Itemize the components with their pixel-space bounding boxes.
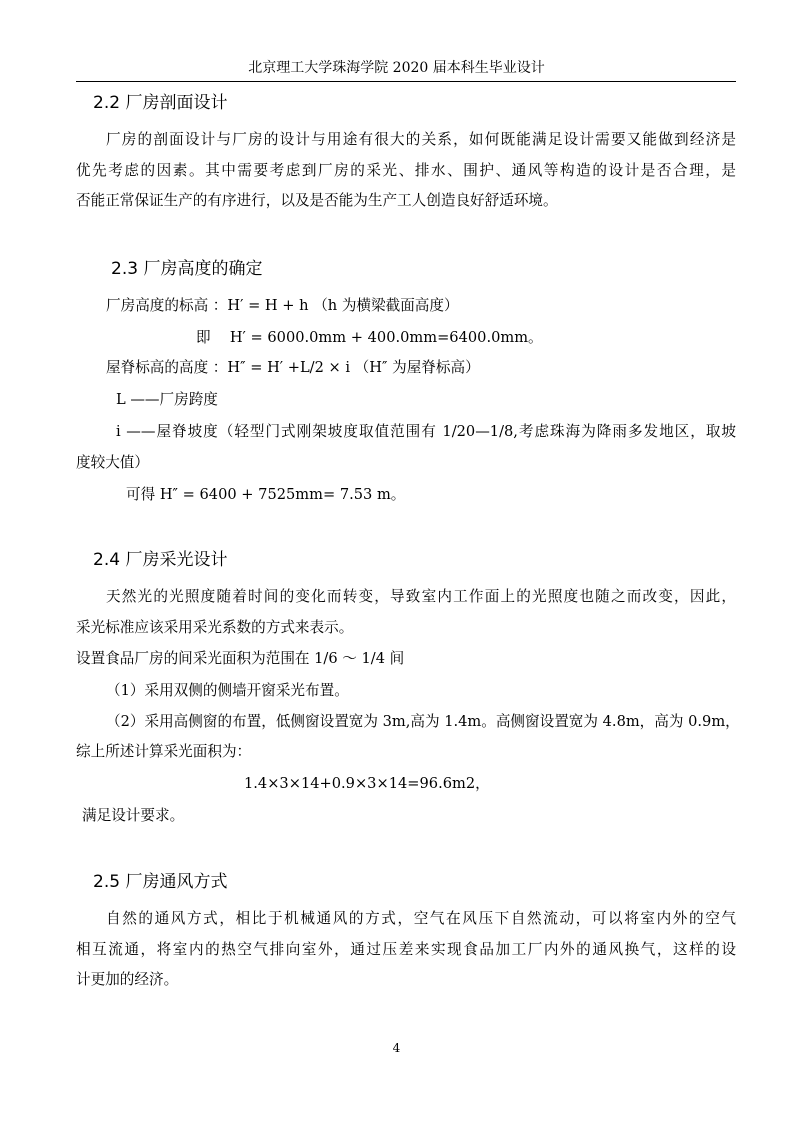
header-rule	[76, 81, 736, 82]
body-line: 相互流通，将室内的热空气排向室外，通过压差来实现食品加工厂内外的通风换气，这样的设	[76, 941, 736, 958]
page-number: 4	[392, 1041, 401, 1055]
body-line: 厂房的剖面设计与厂房的设计与用途有很大的关系，如何既能满足设计需要又能做到经济是	[106, 131, 736, 148]
body-line: 综上所述计算采光面积为：	[76, 743, 252, 760]
body-line: 天然光的光照度随着时间的变化而转变，导致室内工作面上的光照度也随之而改变，因此，	[106, 588, 736, 605]
list-item: （2）采用高侧窗的布置，低侧窗设置宽为 3m,高为 1.4m。高侧窗设置宽为 4.8m，高为 0.9m，	[106, 713, 740, 730]
section-heading-2-3: 2.3 厂房高度的确定	[111, 259, 263, 279]
body-line: 计更加的经济。	[76, 971, 179, 988]
body-line: 满足设计要求。	[82, 807, 185, 824]
page-header: 北京理工大学珠海学院 2020 届本科生毕业设计	[248, 60, 545, 76]
result-line: 可得 H″ = 6400 + 7525mm= 7.53 m。	[126, 486, 406, 503]
body-line: 自然的通风方式，相比于机械通风的方式，空气在风压下自然流动，可以将室内外的空气	[106, 910, 736, 927]
section-heading-2-4: 2.4 厂房采光设计	[93, 550, 228, 570]
definition-line: L ——厂房跨度	[116, 391, 218, 408]
list-item: （1）采用双侧的侧墙开窗采光布置。	[106, 682, 349, 699]
body-line: 否能正常保证生产的有序进行，以及是否能为生产工人创造良好舒适环境。	[76, 192, 558, 209]
definition-line: 度较大值）	[76, 454, 149, 471]
formula-line: 屋脊标高的高度 ：H″ = H′ +L/2 × i （H″ 为屋脊标高）	[106, 359, 480, 376]
body-line: 设置食品厂房的间采光面积为范围在 1/6 ～ 1/4 间	[76, 650, 405, 667]
section-heading-2-2: 2.2 厂房剖面设计	[93, 93, 228, 113]
formula-line: 即 H′ = 6000.0mm + 400.0mm=6400.0mm。	[196, 329, 543, 346]
section-heading-2-5: 2.5 厂房通风方式	[93, 872, 228, 892]
formula-line: 厂房高度的标高 ：H′ = H + h （h 为横梁截面高度）	[106, 297, 459, 314]
body-line: 采光标准应该采用采光系数的方式来表示。	[76, 619, 354, 636]
definition-line: i ——屋脊坡度（轻型门式刚架坡度取值范围有 1/20—1/8,考虑珠海为降雨多发地区，取坡	[116, 423, 736, 440]
formula-line: 1.4×3×14+0.9×3×14=96.6m2，	[244, 775, 490, 792]
body-line: 优先考虑的因素。其中需要考虑到厂房的采光、排水、围护、通风等构造的设计是否合理，是	[76, 162, 736, 179]
